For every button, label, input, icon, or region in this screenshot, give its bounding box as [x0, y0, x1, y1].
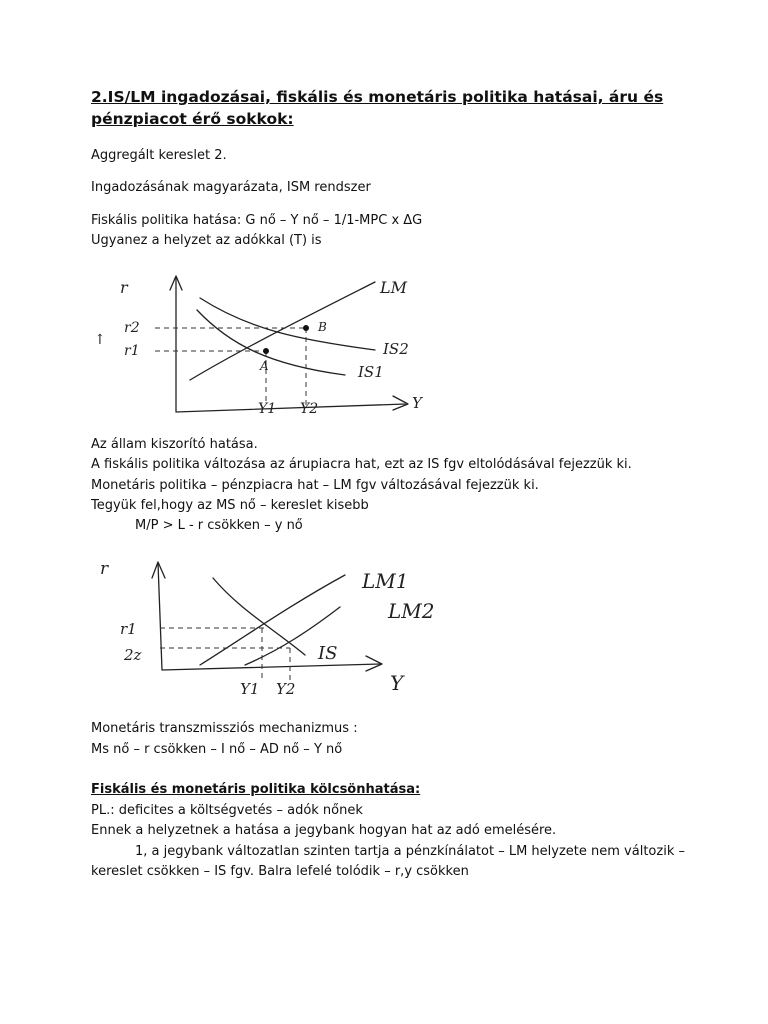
r2-label: r2 [124, 320, 140, 336]
r1-label: r1 [120, 620, 137, 638]
r2-label: 2z [124, 646, 142, 664]
arrow-annotation: ↑ [94, 332, 106, 348]
lm-label: LM [380, 278, 408, 297]
y1-label: Y1 [240, 680, 260, 698]
paragraph: Ingadozásának magyarázata, ISM rendszer [91, 180, 371, 195]
point-b-label: B [318, 320, 327, 334]
paragraph: A fiskális politika változása az árupiacra hat, ezt az IS fgv eltolódásával fejezzük ki. [91, 457, 632, 472]
x-axis-arrow [366, 656, 382, 671]
section-subheading: Fiskális és monetáris politika kölcsönhatása: [91, 782, 421, 797]
lm1-label: LM1 [362, 569, 409, 593]
is2-label: IS2 [383, 340, 409, 358]
paragraph: Ennek a helyzetnek a hatása a jegybank hogyan hat az adó emelésére. [91, 823, 557, 838]
paragraph: PL.: deficites a költségvetés – adók nőnek [91, 803, 363, 818]
paragraph: Ugyanez a helyzet az adókkal (T) is [91, 233, 322, 248]
page-title: 2.IS/LM ingadozásai, fiskális és monetáris politika hatásai, áru és pénzpiacot érő sokkok: [91, 88, 664, 128]
paragraph: M/P > L - r csökken – y nő [135, 518, 303, 533]
paragraph: Az állam kiszorító hatása. [91, 437, 258, 452]
paragraph: Fiskális politika hatása: G nő – Y nő – 1/1-MPC x ΔG [91, 213, 423, 228]
r1-label: r1 [124, 343, 140, 359]
paragraph: Monetáris transzmissziós mechanizmus : [91, 721, 358, 736]
paragraph: Monetáris politika – pénzpiacra hat – LM fgv változásával fejezzük ki. [91, 478, 539, 493]
is-label: IS [318, 643, 338, 664]
x-axis-label: Y [390, 671, 404, 695]
paragraph: Tegyük fel,hogy az MS nő – kereslet kisebb [91, 498, 369, 513]
y1-label: Y1 [258, 401, 277, 417]
lm2-label: LM2 [388, 599, 435, 623]
paragraph: kereslet csökken – IS fgv. Balra lefelé tolódik – r,y csökken [91, 864, 469, 879]
y-axis-label: r [120, 278, 128, 297]
x-axis-label: Y [412, 394, 422, 412]
point-a-label: A [260, 359, 269, 373]
y2-label: Y2 [276, 680, 296, 698]
paragraph: Aggregált kereslet 2. [91, 148, 227, 163]
y-axis-label: r [100, 559, 109, 579]
is1-label: IS1 [358, 363, 384, 381]
is-curve [213, 578, 305, 655]
paragraph: 1, a jegybank változatlan szinten tartja a pénzkínálatot – LM helyzete nem változik – [135, 844, 685, 859]
y2-label: Y2 [300, 401, 319, 417]
paragraph: Ms nő – r csökken – I nő – AD nő – Y nő [91, 742, 343, 757]
